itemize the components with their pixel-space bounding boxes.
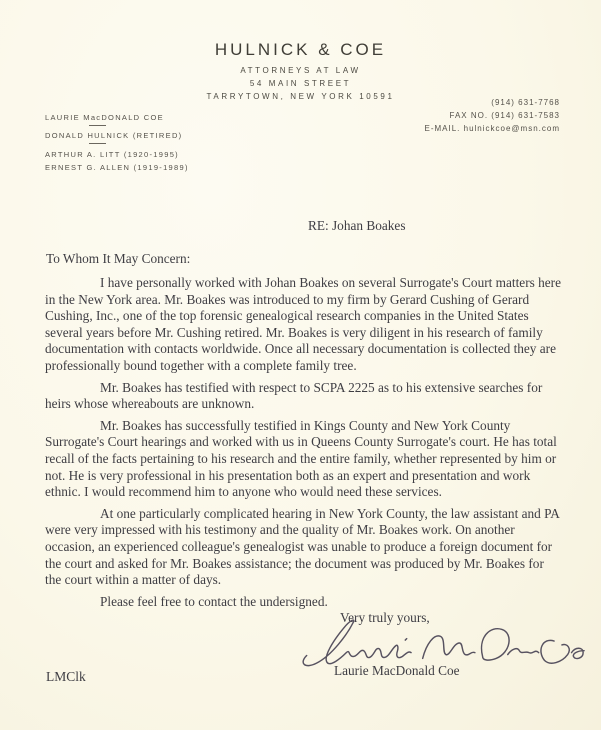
firm-tagline: ATTORNEYS AT LAW	[240, 66, 361, 75]
paragraph: Mr. Boakes has testified with respect to SCPA 2225 as to his extensive searches for heirs whose whereabouts are unknown.	[45, 379, 543, 412]
paragraph: At one particularly complicated hearing in New York County, the law assistant and PA were very impressed with his testimony and the quality of Mr. Boakes work. On another occasion, an experienced colleague's genealogist was unable to produce a foreign document for the court and asked for Mr. Boakes assistance; the document was produced by Mr. Boakes for the court within a matter of days.	[45, 505, 560, 588]
paragraph: I have personally worked with Johan Boakes on several Surrogate's Court matters here in the New York area. Mr. Boakes was introduced to my firm by Gerard Cushing of Gerard Cushing, Inc., one of the top forensic genealogical research companies in the United States several years before Mr. Cushing retired. Mr. Boakes is very diligent in his research of family documentation with contacts worldwide. Once all necessary documentation is collected they are professionally bound together with a complete family tree.	[45, 275, 562, 373]
divider	[89, 125, 106, 126]
letter-body	[45, 275, 563, 615]
fax-number: FAX NO. (914) 631-7583	[449, 111, 560, 120]
salutation: To Whom It May Concern:	[46, 251, 191, 266]
paragraph: Please feel free to contact the undersigned.	[100, 593, 328, 609]
attorney-name: DONALD HULNICK (RETIRED)	[45, 131, 183, 140]
closing-line: Very truly yours,	[340, 610, 430, 625]
attorney-name: ERNEST G. ALLEN (1919-1989)	[45, 163, 189, 172]
firm-address-street: 54 MAIN STREET	[249, 79, 352, 88]
paragraph: Mr. Boakes has successfully testified in Kings County and New York County Surrogate's Court hearings and worked with us in Queens County Surrogate's court. He has total recall of the facts pertaining to his research and the entire family, whether represented by him or not. He is very professional in his presentation both as an expert and presentation and work ethnic. I would recommend him to anyone who would need these services.	[45, 417, 557, 500]
reference-initials: LMClk	[46, 669, 86, 684]
divider	[89, 143, 106, 144]
attorney-name: ARTHUR A. LITT (1920-1995)	[45, 150, 179, 159]
re-line: RE: Johan Boakes	[308, 218, 406, 233]
firm-name: HULNICK & COE	[214, 40, 387, 59]
contact-block	[425, 96, 561, 135]
attorney-name: LAURIE MacDONALD COE	[45, 113, 164, 122]
typed-signature-name: Laurie MacDonald Coe	[334, 663, 460, 678]
phone-number: (914) 631-7768	[491, 98, 560, 107]
email-address: E-MAIL. hulnickcoe@msn.com	[424, 124, 560, 133]
firm-address-city: TARRYTOWN, NEW YORK 10591	[206, 92, 395, 101]
